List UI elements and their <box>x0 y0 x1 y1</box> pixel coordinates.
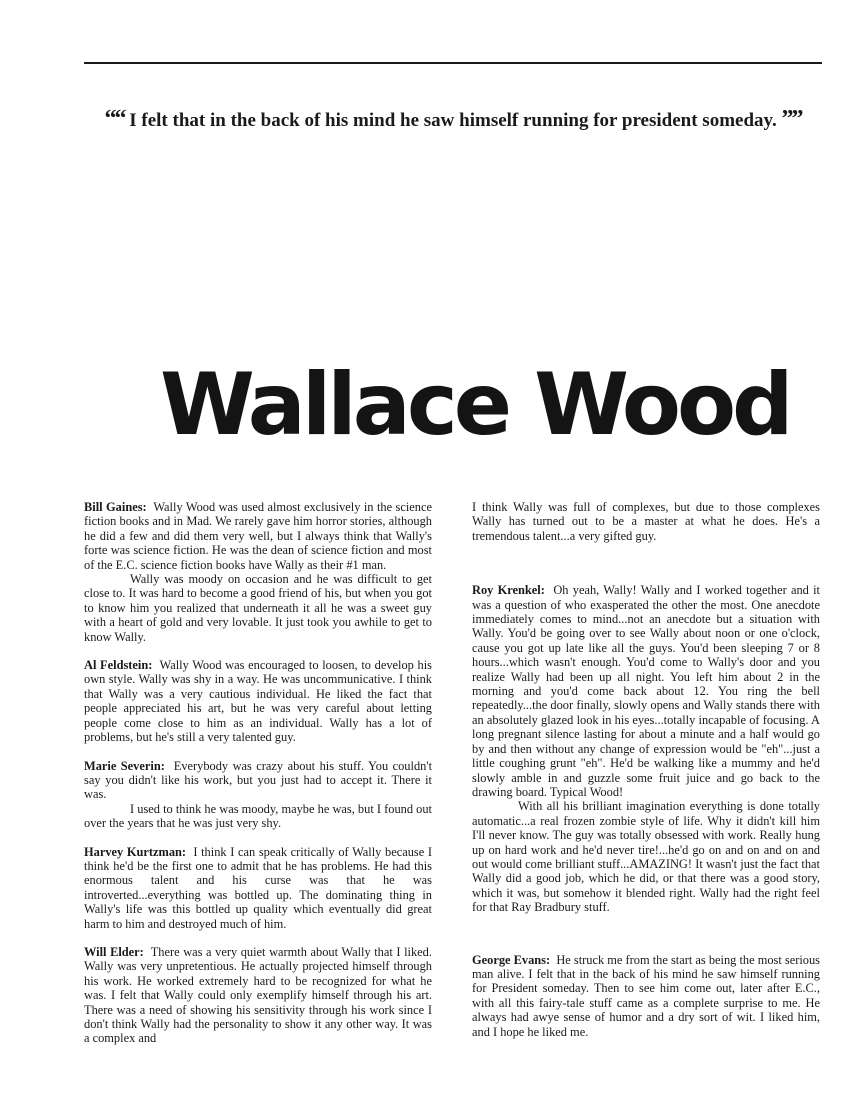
entry-bill-gaines <box>84 500 432 644</box>
entry-roy-krenkel <box>472 583 820 914</box>
paragraph: Oh yeah, Wally! Wally and I worked together and it was a question of who exasperated the other the most. One anecdote immediately comes to mind...not an anecdote but a situation with Wally. You'd be going over to see Wally about noon or one o'clock, cause you got up late like all the guys. You'd been sleeping 7 or 8 hours...which wasn't enough. You'd come to Wally's door and you realize Wally had been up all night. You left him about 2 in the morning and you'd come back about 12. You ring the bell repeatedly...the door finally, slowly opens and Wally stands there with an absolutely glazed look in his eyes...totally incapable of focusing. A long pregnant silence lasting for about a minute and a half would go by and then without any change of expression would be "eh"...just a little coughing grunt "eh". He'd be walking like a mummy and he'd slowly amble in and guzzle some fruit juice and go back to the drawing board. Typical Wood! <box>472 583 820 799</box>
pull-quote-text: I felt that in the back of his mind he saw himself running for president someday. <box>129 110 777 131</box>
entry-george-evans <box>472 953 820 1039</box>
entry-marie-severin <box>84 759 432 831</box>
right-column <box>472 500 820 1039</box>
paragraph: Wally was moody on occasion and he was difficult to get close to. It was hard to become a good friend of his, but when you got to know him you realized that underneath it all he was a sweet guy with a heart of gold and very lovable. It just took you awhile to get to know Wally. <box>84 572 432 644</box>
paragraph: Wally Wood was encouraged to loosen, to develop his own style. Wally was shy in a way. He was uncommunicative. I think that Wally was a very cautious individual. He liked the fact that people appreciated his art, but he was very careful about letting people come close to him as an individual. Wally has a lot of problems, but he's still a very talented guy. <box>84 658 432 745</box>
speaker-name: Bill Gaines: <box>84 500 147 514</box>
paragraph: Everybody was crazy about his stuff. You couldn't say you didn't like his work, but you just had to accept it. There it was. <box>84 758 433 802</box>
continuation-paragraph: I think Wally was full of complexes, but due to those complexes Wally has turned out to be a master at what he does. He's a tremendous talent...a very gifted guy. <box>472 500 820 543</box>
open-quote-mark: ““ <box>104 106 125 132</box>
top-rule <box>84 62 822 64</box>
speaker-name: Marie Severin: <box>84 758 165 773</box>
paragraph: He struck me from the start as being the most serious man alive. I felt that in the back of his mind he saw himself running for President someday. Then to see him come out, later after E.C., with all this fairy-tale stuff came as a complete surprise to me. He always had awye sense of humor and a dry sort of wit. I liked him, and I hope he liked me. <box>472 952 821 1039</box>
speaker-name: Harvey Kurtzman: <box>84 844 187 859</box>
pull-quote <box>84 106 822 134</box>
speaker-name: Will Elder: <box>84 944 144 959</box>
paragraph: With all his brilliant imagination everything is done totally automatic...a real frozen zombie style of life. Why it didn't kill him I'll never know. The guy was totally obsessed with work. Really hung up on hard work and he'd never tire!...he'd go on and on and on and out would come brilliant stuff...AMAZING! It wasn't just the fact that Wally did a good job, which he did, or that there was a good story, which it was, but somehow it blended right. Wally had the right feel for that Ray Bradbury stuff. <box>472 799 820 915</box>
paragraph: I think I can speak critically of Wally because I think he'd be the first one to admit that he has problems. He had this enormous talent and his curse was that he was introverted...everything was bottled up. The dominating thing in Wally's life was this bottled up quality which eventually did great harm to him and destroyed much of him. <box>84 844 432 931</box>
speaker-name: Al Feldstein: <box>84 658 153 673</box>
speaker-name: George Evans: <box>472 952 551 967</box>
close-quote-mark: ”” <box>781 106 802 132</box>
page-title: Wallace Wood <box>160 355 790 455</box>
paragraph: There was a very quiet warmth about Wally that I liked. Wally was very unpretentious. He actually projected himself through his work. He worked extremely hard to be recognized for what he was. I felt that Wally could only exemplify himself through his art. There was a need of showing his sensitivity through his work since I don't think Wally had the personality to show it any other way. It was a complex and <box>84 944 432 1046</box>
paragraph: Wally Wood was used almost exclusively in the science fiction books and in Mad. We rarely gave him horror stories, although he did a few and did them very well, but I always think that Wally's forte was science fiction. He was the dean of science fiction and most of the E.C. science fiction books have Wally as their #1 man. <box>84 500 432 572</box>
entry-will-elder <box>84 945 432 1046</box>
entry-al-feldstein <box>84 658 432 744</box>
speaker-name: Roy Krenkel: <box>472 583 545 598</box>
entry-harvey-kurtzman <box>84 845 432 931</box>
paragraph: I used to think he was moody, maybe he was, but I found out over the years that he was just very shy. <box>84 801 432 831</box>
left-column <box>84 500 432 1046</box>
